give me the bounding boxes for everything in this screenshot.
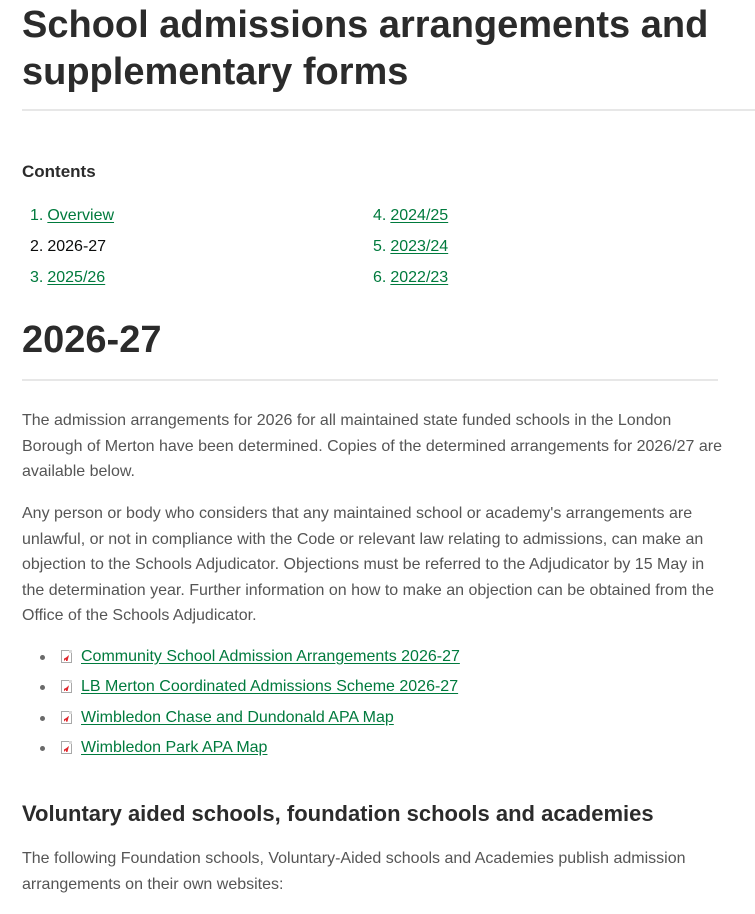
contents-link-2023-24[interactable]: 2023/24	[390, 238, 449, 255]
contents-item-number: 5.	[373, 238, 387, 255]
contents-item-2025-26	[30, 262, 114, 293]
contents-column-right	[373, 200, 448, 293]
pdf-icon	[61, 680, 72, 693]
contents-item-overview	[30, 200, 114, 231]
contents-item-number: 3.	[30, 269, 44, 286]
subsection-heading: Voluntary aided schools, foundation schools and academies	[22, 801, 654, 826]
bullet-icon	[40, 655, 45, 660]
contents-item-2022-23	[373, 262, 448, 293]
contents-current-label: 2026-27	[47, 238, 107, 255]
contents-link-2022-23[interactable]: 2022/23	[390, 269, 449, 286]
bullet-icon	[40, 685, 45, 690]
bullet-icon	[40, 716, 45, 721]
section-divider	[22, 379, 718, 381]
contents-item-number: 4.	[373, 207, 387, 224]
section-heading: 2026-27	[22, 319, 162, 361]
contents-heading: Contents	[22, 162, 96, 181]
contents-item-2026-27	[30, 231, 114, 262]
title-divider	[22, 109, 755, 111]
contents-item-number: 1.	[30, 207, 44, 224]
contents-item-number: 2.	[30, 238, 44, 255]
subsection-paragraph: The following Foundation schools, Voluntary-Aided schools and Academies publish admission arrangements on their own websites:	[22, 850, 686, 893]
document-link-coordinated-admissions-scheme[interactable]: LB Merton Coordinated Admissions Scheme 2026-27	[81, 678, 459, 696]
objection-paragraph: Any person or body who considers that any maintained school or academy's arrangements are unlawful, or not in compliance with the Code or relevant law relating to admissions, can make an objection to the Schools Adjudicator. Objections must be referred to the Adjudicator by 15 May in the determination year. Further information on how to make an objection can be obtained from the Office of the Schools Adjudicator.	[22, 505, 714, 624]
pdf-icon	[61, 711, 72, 724]
bullet-icon	[40, 746, 45, 751]
contents-column-left	[30, 200, 114, 293]
contents-link-2024-25[interactable]: 2024/25	[390, 207, 449, 224]
pdf-icon	[61, 650, 72, 663]
page-title: School admissions arrangements and supplementary forms	[22, 4, 709, 93]
pdf-icon	[61, 741, 72, 754]
document-link-wimbledon-park-map[interactable]: Wimbledon Park APA Map	[81, 738, 268, 756]
document-link-community-school-arrangements[interactable]: Community School Admission Arrangements 2026-27	[81, 648, 460, 665]
document-link-wimbledon-chase-dundonald-map[interactable]: Wimbledon Chase and Dundonald APA Map	[81, 708, 394, 726]
contents-item-number: 6.	[373, 269, 387, 286]
contents-item-2024-25	[373, 200, 448, 231]
intro-paragraph: The admission arrangements for 2026 for all maintained state funded schools in the London Borough of Merton have been determined. Copies of the determined arrangements for 2026/27 are available below.	[22, 412, 722, 480]
contents-link-2025-26[interactable]: 2025/26	[47, 269, 106, 286]
contents-link-overview[interactable]: Overview	[47, 207, 115, 224]
contents-item-2023-24	[373, 231, 448, 262]
